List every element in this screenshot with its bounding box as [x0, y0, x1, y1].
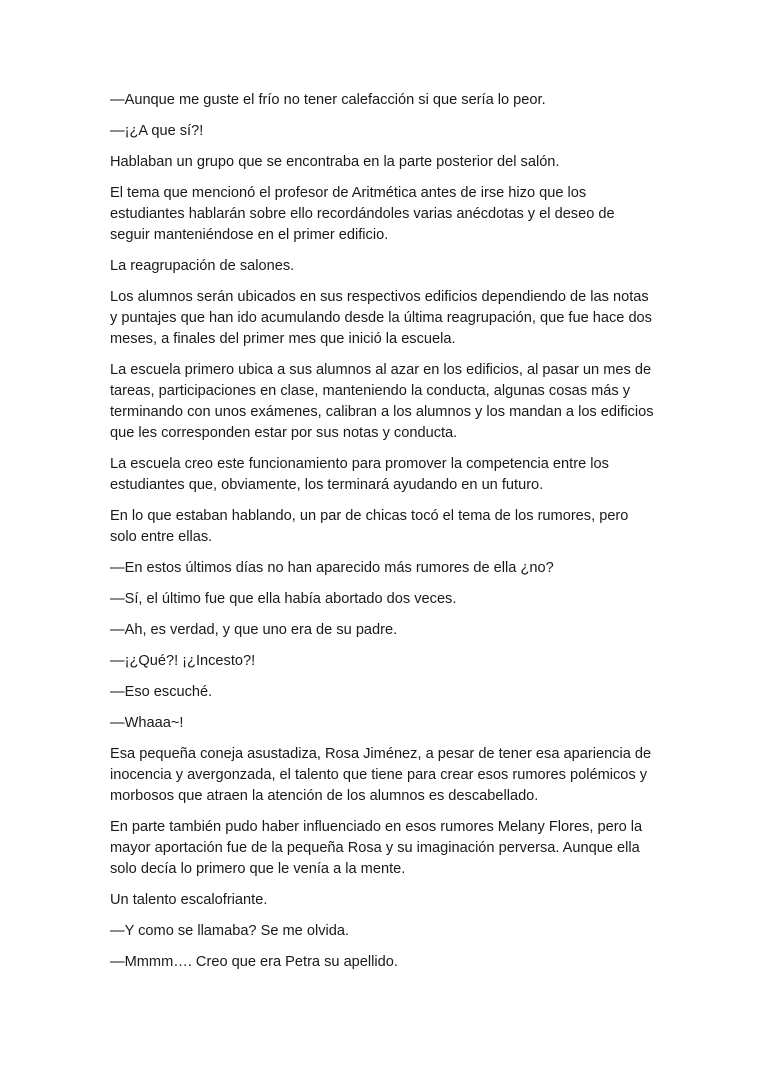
paragraph: —Eso escuché.: [110, 684, 213, 700]
paragraph: En lo que estaban hablando, un par de chicas tocó el tema de los rumores, pero solo entre ellas.: [110, 508, 629, 545]
paragraph: —Y como se llamaba? Se me olvida.: [110, 923, 350, 939]
paragraph: Hablaban un grupo que se encontraba en la parte posterior del salón.: [110, 154, 560, 170]
paragraph: La reagrupación de salones.: [110, 258, 295, 274]
paragraph: —Ah, es verdad, y que uno era de su padre.: [110, 622, 398, 638]
paragraph: —Aunque me guste el frío no tener calefacción si que sería lo peor.: [110, 92, 546, 108]
paragraph: —Mmmm…. Creo que era Petra su apellido.: [110, 954, 398, 970]
paragraph: —En estos últimos días no han aparecido más rumores de ella ¿no?: [110, 560, 554, 576]
paragraph: Un talento escalofriante.: [110, 892, 268, 908]
paragraph: —Whaaa~!: [110, 715, 184, 731]
document-body: [110, 90, 655, 983]
paragraph: La escuela creo este funcionamiento para promover la competencia entre los estudiantes que, obviamente, los terminará ayudando en un futuro.: [110, 456, 609, 493]
paragraph: El tema que mencionó el profesor de Aritmética antes de irse hizo que los estudiantes hablarán sobre ello recordándoles varias anécdotas y el deseo de seguir manteniéndose en el primer edificio.: [110, 185, 615, 243]
paragraph: —Sí, el último fue que ella había abortado dos veces.: [110, 591, 457, 607]
paragraph: La escuela primero ubica a sus alumnos al azar en los edificios, al pasar un mes de tareas, participaciones en clase, manteniendo la conducta, algunas cosas más y terminando con unos exámenes, calibran a los alumnos y los mandan a los edificios que les corresponden estar por sus notas y conducta.: [110, 362, 654, 441]
paragraph: Los alumnos serán ubicados en sus respectivos edificios dependiendo de las notas y puntajes que han ido acumulando desde la última reagrupación, que fue hace dos meses, a finales del primer mes que inició la escuela.: [110, 289, 652, 347]
paragraph: —¡¿Qué?! ¡¿Incesto?!: [110, 653, 256, 669]
paragraph: Esa pequeña coneja asustadiza, Rosa Jiménez, a pesar de tener esa apariencia de inocencia y avergonzada, el talento que tiene para crear esos rumores polémicos y morbosos que atraen la atención de los alumnos es descabellado.: [110, 746, 652, 804]
paragraph: En parte también pudo haber influenciado en esos rumores Melany Flores, pero la mayor aportación fue de la pequeña Rosa y su imaginación perversa. Aunque ella solo decía lo primero que le venía a la mente.: [110, 819, 643, 877]
paragraph: —¡¿A que sí?!: [110, 123, 204, 139]
